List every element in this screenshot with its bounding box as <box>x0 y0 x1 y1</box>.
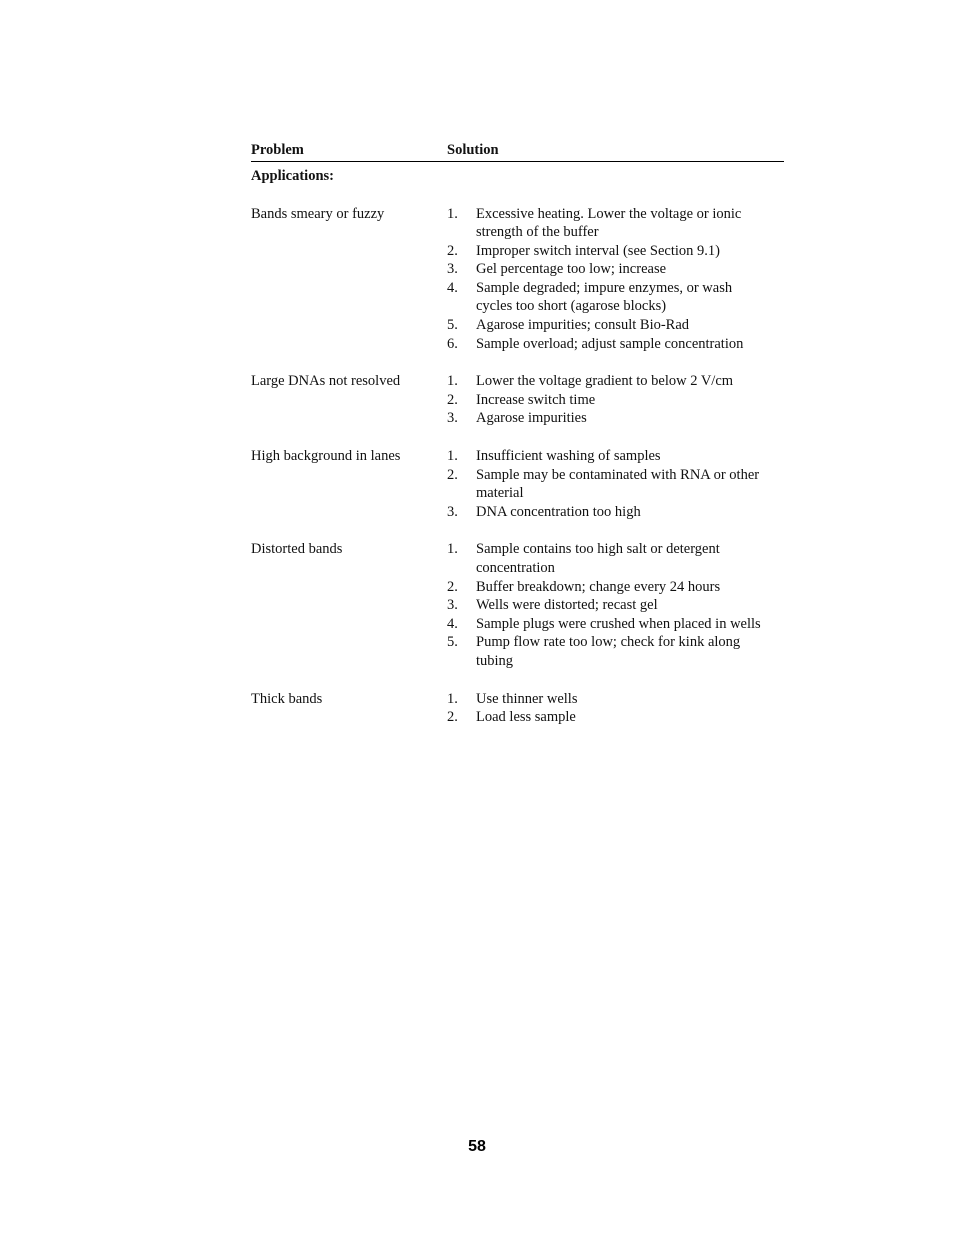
solution-item <box>447 260 761 279</box>
solution-item <box>447 708 761 727</box>
solution-text: Load less sample <box>476 709 576 726</box>
solution-column-header: Solution <box>447 142 499 158</box>
table-body <box>251 205 784 727</box>
solution-number: 2. <box>447 242 458 259</box>
solution-text: Increase switch time <box>476 391 596 408</box>
solution-number: 1. <box>447 373 458 390</box>
solution-number: 6. <box>447 335 458 352</box>
solution-text: Agarose impurities; consult Bio-Rad <box>476 317 690 334</box>
solution-number: 1. <box>447 541 458 558</box>
solution-number: 1. <box>447 690 458 707</box>
section-title: Applications: <box>251 168 334 184</box>
solution-item <box>447 615 761 634</box>
solution-text: DNA concentration too high <box>476 503 641 520</box>
solution-number: 3. <box>447 503 458 520</box>
solution-text: Use thinner wells <box>476 690 578 707</box>
solution-text: Wells were distorted; recast gel <box>476 597 658 614</box>
problem-cell: Large DNAs not resolved <box>251 373 401 390</box>
solution-item <box>447 596 761 615</box>
page-number: 58 <box>468 1138 486 1155</box>
solution-text: Pump flow rate too low; check for kink along tubing <box>476 634 741 669</box>
solution-text: Lower the voltage gradient to below 2 V/cm <box>476 373 734 390</box>
solution-item <box>447 205 761 242</box>
solution-number: 2. <box>447 578 458 595</box>
solution-item <box>447 316 761 335</box>
solution-item <box>447 372 761 391</box>
solution-text: Sample plugs were crushed when placed in wells <box>476 615 761 632</box>
table-row <box>251 447 784 521</box>
problem-cell: Distorted bands <box>251 541 343 558</box>
solution-list <box>447 372 784 428</box>
solution-item <box>447 335 761 354</box>
solution-text: Improper switch interval (see Section 9.1) <box>476 242 721 259</box>
solution-item <box>447 447 761 466</box>
solution-text: Sample degraded; impure enzymes, or wash cycles too short (agarose blocks) <box>476 279 733 315</box>
solution-text: Sample may be contaminated with RNA or other material <box>476 466 760 502</box>
table-header <box>251 140 784 162</box>
solution-list <box>447 540 784 670</box>
solution-number: 4. <box>447 615 458 632</box>
troubleshooting-table <box>251 140 784 727</box>
solution-item <box>447 391 761 410</box>
solution-item <box>447 578 761 597</box>
solution-text: Gel percentage too low; increase <box>476 261 667 278</box>
solution-number: 3. <box>447 597 458 614</box>
solution-number: 3. <box>447 261 458 278</box>
solution-list <box>447 447 784 521</box>
solution-number: 5. <box>447 634 458 651</box>
problem-cell: Thick bands <box>251 690 323 707</box>
solution-text: Excessive heating. Lower the voltage or ionic strength of the buffer <box>476 205 742 241</box>
solution-text: Sample overload; adjust sample concentration <box>476 335 744 352</box>
solution-number: 1. <box>447 205 458 222</box>
solution-number: 3. <box>447 410 458 427</box>
solution-item <box>447 633 761 670</box>
solution-item <box>447 409 761 428</box>
solution-item <box>447 466 761 503</box>
solution-text: Sample contains too high salt or detergent concentration <box>476 541 720 576</box>
solution-number: 5. <box>447 317 458 334</box>
solution-item <box>447 242 761 261</box>
table-row <box>251 540 784 670</box>
table-row <box>251 205 784 354</box>
problem-cell: High background in lanes <box>251 448 401 465</box>
solution-number: 1. <box>447 448 458 465</box>
problem-cell: Bands smeary or fuzzy <box>251 205 385 222</box>
solution-item <box>447 503 761 522</box>
solution-text: Insufficient washing of samples <box>476 448 661 465</box>
solution-number: 4. <box>447 279 458 296</box>
solution-list <box>447 690 784 727</box>
solution-list <box>447 205 784 354</box>
solution-text: Buffer breakdown; change every 24 hours <box>476 578 721 595</box>
solution-text: Agarose impurities <box>476 410 587 427</box>
solution-item <box>447 690 761 709</box>
problem-column-header: Problem <box>251 142 304 158</box>
table-row <box>251 372 784 428</box>
solution-number: 2. <box>447 709 458 726</box>
solution-number: 2. <box>447 466 458 483</box>
table-row <box>251 690 784 727</box>
solution-number: 2. <box>447 391 458 408</box>
solution-item <box>447 279 761 316</box>
solution-item <box>447 540 761 577</box>
